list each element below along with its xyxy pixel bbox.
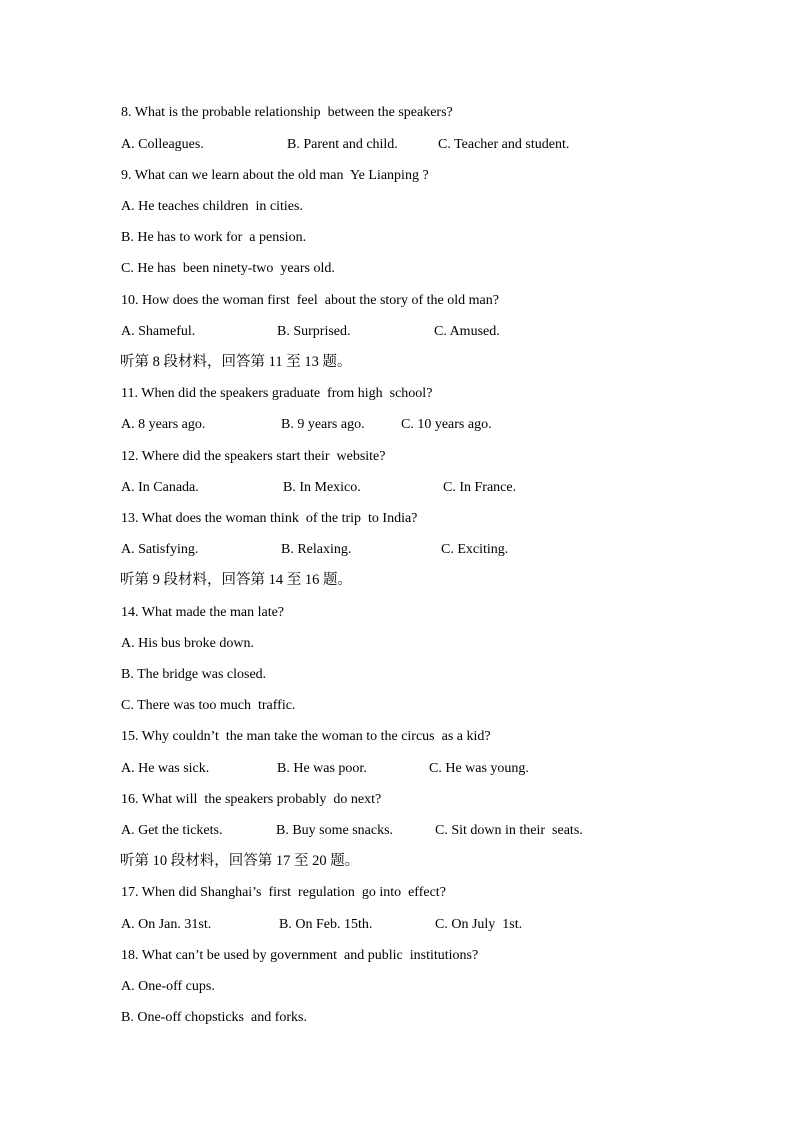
question-11: 11. When did the speakers graduate from high school? <box>121 386 433 401</box>
question-8: 8. What is the probable relationship between the speakers? <box>121 105 453 120</box>
q10-option-b: B. Surprised. <box>277 324 351 339</box>
question-15: 15. Why couldn’t the man take the woman to the circus as a kid? <box>121 729 491 744</box>
q8-option-c: C. Teacher and student. <box>438 137 570 152</box>
q11-option-a: A. 8 years ago. <box>121 417 206 432</box>
section-heading-9: 听第 9 段材料，回答第 14 至 16 题。 <box>120 572 352 588</box>
q12-option-b: B. In Mexico. <box>283 480 361 495</box>
question-16: 16. What will the speakers probably do next? <box>121 792 382 807</box>
q10-option-a: A. Shameful. <box>121 324 196 339</box>
q8-option-a: A. Colleagues. <box>121 137 204 152</box>
section-heading-8: 听第 8 段材料，回答第 11 至 13 题。 <box>120 354 352 370</box>
q15-option-a: A. He was sick. <box>121 761 210 776</box>
q15-option-c: C. He was young. <box>429 761 529 776</box>
question-17: 17. When did Shanghai’s first regulation go into effect? <box>121 885 446 900</box>
q17-option-c: C. On July 1st. <box>435 917 523 932</box>
question-14: 14. What made the man late? <box>121 605 285 620</box>
question-13: 13. What does the woman think of the trip to India? <box>121 511 418 526</box>
q17-option-b: B. On Feb. 15th. <box>279 917 373 932</box>
q9-option-c: C. He has been ninety-two years old. <box>121 261 335 276</box>
q12-option-a: A. In Canada. <box>121 480 199 495</box>
q14-option-c: C. There was too much traffic. <box>121 698 296 713</box>
q15-option-b: B. He was poor. <box>277 761 367 776</box>
section-heading-10: 听第 10 段材料，回答第 17 至 20 题。 <box>120 853 360 869</box>
q9-option-a: A. He teaches children in cities. <box>121 199 303 214</box>
q18-option-b: B. One-off chopsticks and forks. <box>121 1010 307 1025</box>
question-9: 9. What can we learn about the old man Ye Lianping ? <box>121 168 429 183</box>
q9-option-b: B. He has to work for a pension. <box>121 230 307 245</box>
q10-option-c: C. Amused. <box>434 324 500 339</box>
q13-option-b: B. Relaxing. <box>281 542 352 557</box>
question-18: 18. What can’t be used by government and public institutions? <box>121 948 479 963</box>
q18-option-a: A. One-off cups. <box>121 979 215 994</box>
q13-option-c: C. Exciting. <box>441 542 509 557</box>
q16-option-c: C. Sit down in their seats. <box>435 823 583 838</box>
q8-option-b: B. Parent and child. <box>287 137 398 152</box>
q16-option-a: A. Get the tickets. <box>121 823 223 838</box>
q14-option-b: B. The bridge was closed. <box>121 667 267 682</box>
q14-option-a: A. His bus broke down. <box>121 636 254 651</box>
q11-option-b: B. 9 years ago. <box>281 417 365 432</box>
q11-option-c: C. 10 years ago. <box>401 417 492 432</box>
question-10: 10. How does the woman first feel about the story of the old man? <box>121 293 499 308</box>
q13-option-a: A. Satisfying. <box>121 542 199 557</box>
q17-option-a: A. On Jan. 31st. <box>121 917 212 932</box>
q12-option-c: C. In France. <box>443 480 517 495</box>
q16-option-b: B. Buy some snacks. <box>276 823 394 838</box>
question-12: 12. Where did the speakers start their website? <box>121 449 386 464</box>
